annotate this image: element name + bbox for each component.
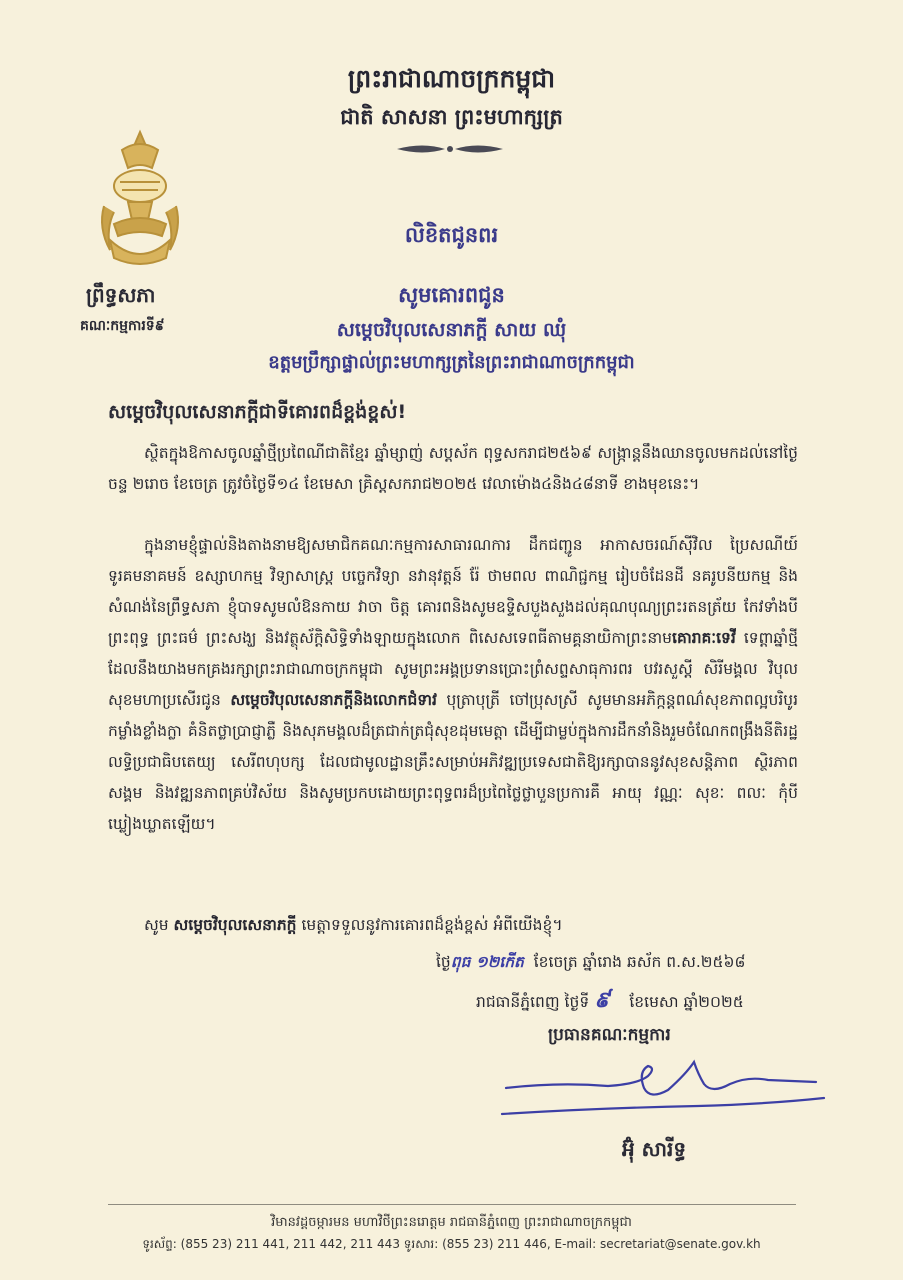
- national-motto: ជាតិ សាសនា ព្រះមហាក្សត្រ: [340, 105, 563, 129]
- lunar-date: [436, 952, 745, 975]
- body-p3-text-a: សូម: [144, 916, 174, 934]
- document-title: លិខិតជូនពរ: [404, 223, 499, 247]
- signer-name: អ៊ុំ សារីទ្ធ: [622, 1137, 687, 1161]
- body-paragraph-1: ស្ថិតក្នុងឱកាសចូលឆ្នាំថ្មីប្រពៃណីជាតិខ្មែរ ឆ្នាំម្សាញ់ សប្តស័ក ពុទ្ធសករាជ២៥៦៩ សង្ក្រាន្តនឹងឈានចូលមកដល់នៅថ្ងៃចន្ទ ២រោច ខែចេត្រ ត្រូវចំថ្ងៃទី១៤ ខែមេសា គ្រិស្តសករាជ២០២៥ វេលាម៉ោង៤និង៤៨នាទី ខាងមុខនេះ។: [108, 444, 798, 493]
- footer-divider: [108, 1204, 796, 1205]
- body-paragraph-2: [108, 530, 798, 840]
- salutation: សម្តេចវិបុលសេនាភក្តីជាទីគោរពដ៏ខ្ពង់ខ្ពស់!: [108, 401, 407, 423]
- solar-date-day: ៩: [594, 988, 610, 1013]
- deity-name: គោរាគៈទេវី: [672, 629, 736, 647]
- body-p2-text-a: ក្នុងនាមខ្ញុំផ្ទាល់និងតាងនាមឱ្យសមាជិកគណៈកម្មការសាធារណការ ដឹកជញ្ជូន អាកាសចរណ៍ស៊ីវិល ប្រៃសណីយ៍ ទូរគមនាគមន៍ ឧស្សាហកម្ម វិទ្យាសាស្ត្រ បច្ចេកវិទ្យា នវានុវត្តន៍ រ៉ែ ថាមពល ពាណិជ្ជកម្ម រៀបចំដែនដី នគរូបនីយកម្ម និងសំណង់នៃព្រឹទ្ធសភា ខ្ញុំបាទសូមលំឱនកាយ វាចា ចិត្ត គោរពនិងសូមឧទ្ទិសបួងសួងដល់គុណបុណ្យព្រះរតនត្រ័យ កែវទាំងបី ព្រះពុទ្ធ ព្រះធម៌ ព្រះសង្ឃ និងវត្ថុស័ក្តិសិទ្ធិទាំងឡាយក្នុងលោក ពិសេសទេពធីតាមគ្គនាយិកាព្រះនាម: [108, 536, 798, 647]
- footer-address: វិមានវដ្តចម្ការមន មហាវិថីព្រះនរោត្តម រាជធានីភ្នំពេញ ព្រះរាជាណាចក្រកម្ពុជា: [271, 1215, 632, 1230]
- lunar-date-prefix: ថ្ងៃ: [436, 953, 451, 971]
- kingdom-header: ព្រះរាជាណាចក្រកម្ពុជា: [347, 64, 556, 93]
- body-p3-text-b: មេត្តាទទួលនូវការគោរពដ៏ខ្ពង់ខ្ពស់ អំពីយើងខ្ញុំ។: [296, 916, 563, 934]
- recipient-name-emphasis: សម្តេចវិបុលសេនាភក្តីនិងលោកជំទាវ: [230, 691, 437, 709]
- recipient-line-1: សូមគោរពជូន: [398, 283, 505, 307]
- sender-unit: គណៈកម្មការទី៩: [80, 318, 165, 334]
- solar-date-rest: ខែមេសា ឆ្នាំ២០២៥: [629, 993, 744, 1011]
- body-p2-text-c: បុត្រាបុត្រី ចៅប្រុសស្រី សូមមានអភិក្កន្តពណ៌សុខភាពល្អបរិបូរ កម្លាំងខ្លាំងក្លា គំនិតថ្លាប្រាជ្ញាភ្លឺ និងសុភមង្គលដ៏ត្រជាក់ត្រជុំសុខដុមមេត្តា ដើម្បីជាម្លប់ក្នុងការដឹកនាំនិងរួមចំណែកពង្រឹងនីតិរដ្ឋ លទ្ធិប្រជាធិបតេយ្យ សេរីពហុបក្ស ដែលជាមូលដ្ឋានគ្រឹះសម្រាប់អភិវឌ្ឍប្រទេសជាតិឱ្យរក្សាបាននូវសុខសន្តិភាព ស្ថិរភាពសង្គម និងវឌ្ឍនភាពគ្រប់វិស័យ និងសូមប្រកបដោយព្រះពុទ្ធពរដ៏ប្រពៃថ្លៃថ្លាបួនប្រការគឺ អាយុ វណ្ណៈ សុខៈ ពលៈ កុំបីឃ្លៀងឃ្លាតឡើយ។: [108, 691, 798, 833]
- body-p2-text-b: ទេព្តាឆ្នាំថ្មីដែលនឹងយាងមកគ្រងរក្សាព្រះរាជាណាចក្រកម្ពុជា សូមព្រះអង្គប្រទានប្រោះព្រំសព្ទសាធុការពរ បវរសួស្តី សិរីមង្គល វិបុលសុខមហាប្រសើរជូន: [108, 629, 798, 709]
- lunar-date-handwritten: ពុធ ១២កើត: [450, 953, 524, 971]
- recipient-line-2: សម្តេចវិបុលសេនាភក្តី សាយ ឈុំ: [336, 319, 567, 341]
- sender-institution: ព្រឹទ្ធសភា: [86, 283, 156, 307]
- signature-icon: [498, 1054, 828, 1124]
- recipient-title-emphasis: សម្តេចវិបុលសេនាភក្តី: [173, 916, 297, 934]
- solar-date: [476, 986, 744, 1018]
- recipient-line-3: ឧត្តមប្រឹក្សាផ្ទាល់ព្រះមហាក្សត្រនៃព្រះរាជាណាចក្រកម្ពុជា: [268, 352, 635, 373]
- signer-title: ប្រធានគណៈកម្មការ: [548, 1025, 671, 1045]
- divider-ornament-icon: [395, 140, 505, 158]
- footer-contact: ទូរស័ព្ទ: (855 23) 211 441, 211 442, 211 443 ទូរសារ: (855 23) 211 446, E-mail: secretariat@senate.gov.kh: [142, 1237, 761, 1251]
- lunar-date-rest: ខែចេត្រ ឆ្នាំរោង ឆស័ក ព.ស.២៥៦៨: [533, 953, 746, 971]
- solar-date-prefix: រាជធានីភ្នំពេញ ថ្ងៃទី: [476, 993, 590, 1011]
- body-paragraph-3: [108, 910, 798, 941]
